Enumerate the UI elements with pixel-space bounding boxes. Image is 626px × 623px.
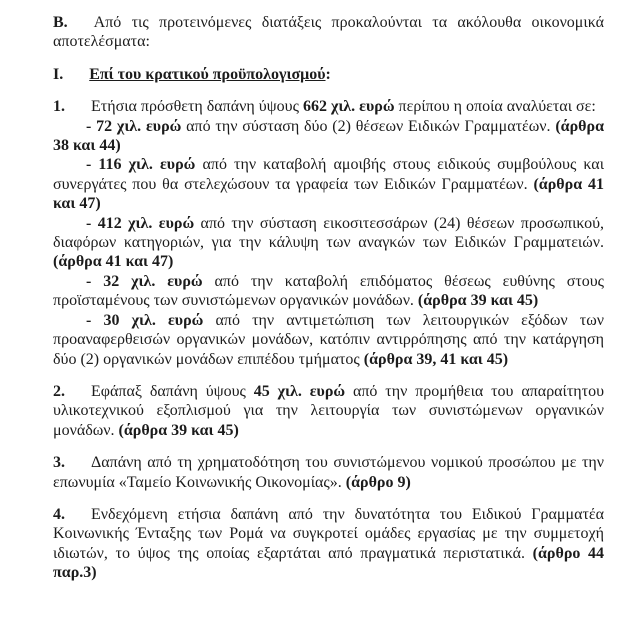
numbered-item-1 (53, 97, 604, 369)
item-lead-paragraph (53, 505, 604, 583)
paragraph-number: 1. (53, 98, 65, 116)
sub-item-1 (53, 117, 604, 156)
text-run: (άρθρα 39, 41 και 45) (363, 350, 509, 368)
text-run: - 412 χιλ. ευρώ (86, 214, 195, 232)
text-run: (άρθρο 44 παρ.3) (53, 544, 605, 582)
numbered-item-3 (53, 453, 604, 492)
text-run: 662 χιλ. ευρώ (302, 98, 395, 116)
text-run: - 72 χιλ. ευρώ (86, 117, 182, 135)
sub-item-5 (53, 311, 604, 369)
document-body (53, 13, 604, 583)
text-run: από την αντιμετώπιση των λειτουργικών εξόδων των προαναφερθεισών οργανικών μονάδων, κατόπιν αντιρρόπησης από την κατάργηση δύο (2) οργανικών μονάδων επιπέδου τμήματος (53, 311, 605, 368)
text-run: 45 χιλ. ευρώ (253, 382, 346, 400)
paragraph-section-b (53, 13, 604, 52)
sub-item-4 (53, 272, 604, 311)
paragraph-number: 4. (53, 505, 65, 523)
text-run: (άρθρα 41 και 47) (53, 253, 174, 271)
sub-item-2 (53, 155, 604, 213)
item-lead-paragraph (53, 382, 604, 440)
text-run: Δαπάνη από τη χρηματοδότηση του συνιστώμενου νομικού προσώπου με την επωνυμία «Ταμείο Κοινωνικής Οικονομίας». (53, 454, 604, 491)
numbered-item-2 (53, 382, 604, 440)
text-run: : (325, 65, 331, 83)
text-run: (άρθρα 39 και 45) (417, 292, 539, 310)
item-lead-paragraph (53, 97, 604, 116)
paragraph-number: Β. (53, 14, 68, 31)
text-run: (άρθρα 38 και 44) (53, 117, 604, 155)
text-run: από την προμήθεια του απαραίτητου υλικοτεχνικού εξοπλισμού για την λειτουργία των συνιστώμενων οργανικών μονάδων. (53, 382, 605, 439)
item-lead-paragraph (53, 453, 604, 492)
text-run: (άρθρα 39 και 45) (118, 421, 239, 439)
text-run: - 30 χιλ. ευρώ (86, 311, 204, 329)
text-run: Ετήσια πρόσθετη δαπάνη ύψους (91, 98, 303, 116)
text-run: Από τις προτεινόμενες διατάξεις προκαλούνται τα ακόλουθα οικονομικά αποτελέσματα: (53, 14, 604, 51)
paragraph-number: 3. (53, 454, 65, 472)
text-run: Επί του κρατικού προϋπολογισμού (89, 65, 326, 83)
heading-state-budget (53, 65, 604, 84)
text-run: περίπου η οποία αναλύεται σε: (394, 98, 596, 116)
text-run: από την καταβολή αμοιβής στους ειδικούς συμβούλους και συνεργάτες που θα στελεχώσουν τα γραφεία των Ειδικών Γραμματέων. (53, 156, 604, 193)
sub-item-3 (53, 214, 604, 272)
numbered-item-4 (53, 505, 604, 583)
text-run: από την καταβολή επιδόματος θέσεως ευθύνης στους προϊσταμένους των συνιστώμενων οργανικών μονάδων. (53, 272, 605, 310)
text-run: από την σύσταση εικοσιτεσσάρων (24) θέσεων προσωπικού, διαφόρων κατηγοριών, για την κάλυψη των αναγκών των Ειδικών Γραμματειών. (53, 214, 605, 252)
text-run: Ενδεχόμενη ετήσια δαπάνη από την δυνατότητα του Ειδικού Γραμματέα Κοινωνικής Ένταξης των Ρομά να συγκροτεί ομάδες εργασίας με την συμμετοχή ιδιωτών, το ύψος της οποίας εξαρτάται από πραγματικά περιστατικά. (53, 505, 604, 562)
text-run: - 32 χιλ. ευρώ (86, 272, 203, 290)
text-run: από την σύσταση δύο (2) θέσεων Ειδικών Γραμματέων. (181, 117, 556, 135)
paragraph-number: Ι. (53, 65, 64, 83)
text-run: (άρθρα 41 και 47) (53, 175, 604, 213)
text-run: Εφάπαξ δαπάνη ύψους (91, 382, 254, 400)
paragraph-number: 2. (53, 382, 65, 400)
text-run: - 116 χιλ. ευρώ (86, 156, 196, 174)
text-run: (άρθρο 9) (345, 473, 411, 491)
